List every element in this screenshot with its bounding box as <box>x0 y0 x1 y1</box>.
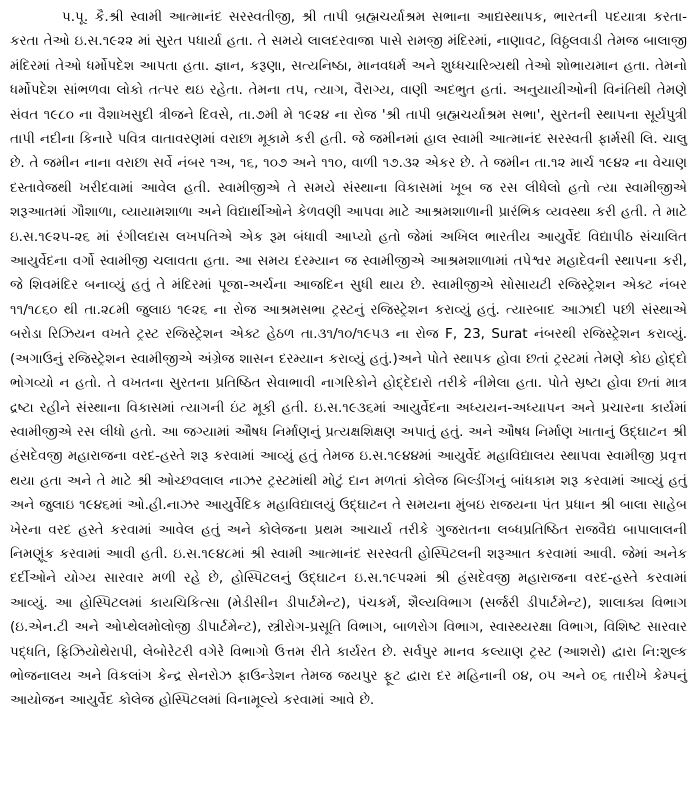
body-paragraph: પ.પૂ. કૈ.શ્રી સ્વામી આત્માનંદ સરસ્વતીજી, શ્રી તાપી બ્રહ્મચર્યાશ્રમ સભાના આદ્યસ્થાપક, ભારતની પદયાત્રા કરતા-કરતા તેઓ ઇ.સ.૧૯૨૨ માં સુરત પધાર્યા હતા. તે સમયે લાલદરવાજા પાસે રામજી મંદિરમાં, નાણાવટ, વિઠ્ઠલવાડી તેમજ બાલાજી મંદિરમાં તેઓ ધર્મોપદેશ આપતા હતા. જ્ઞાન, કરૂણા, સત્યનિષ્ઠા, માનવધર્મ અને શુધ્ધચારિત્ર્યથી તેઓ શોભાયમાન હતા. તેમનો ધર્મોપદેશ સાંભળવા લોકો તત્પર થઇ રહેતા. તેમના તપ, ત્યાગ, વૈરાગ્ય, વાણી અદભુત હતાં. અનુયાયીઓની વિનંતિથી તેમણે સંવત ૧૯૮૦ ના વૈશાખસુદી ત્રીજને દિવસે, તા.૭મી મે ૧૯૨૪ ના રોજ 'શ્રી તાપી બ્રહ્મચર્યાશ્રમ સભા', સુરતની સ્થાપના સૂર્યપુત્રી તાપી નદીના કિનારે પવિત્ર વાતાવરણમાં વરાછા મૂકામે કરી હતી. જે જમીનમાં હાલ સ્વામી આત્માનંદ સરસ્વતી ફાર્મસી લિ. ચાલુ છે. તે જમીન નાના વરાછા સર્વે નંબર ૧અ, ૧૬, ૧૦૭ અને ૧૧૦, વાળી ૧૭.૩૨ એકર છે. તે જમીન તા.૧૨ માર્ચ ૧૯૪૨ ના વેચાણ દસ્તાવેજથી ખરીદવામાં આવેલ હતી. સ્વામીજીએ તે સમયે સંસ્થાના વિકાસમાં ખૂબ જ રસ લીધેલો હતો ત્યા સ્વામીજીએ શરૂઆતમાં ગૌશાળા, વ્યાયામશાળા અને વિદ્યાર્થીઓને કેળવણી આપવા માટે આશ્રમશાળાની પ્રારંભિક વ્યવસ્થા કરી હતી. તે માટે ઇ.સ.૧૯૨૫-૨૬ માં રંગીલદાસ લખપતિએ એક રૂમ બંધાવી આપ્યો હતો જેમાં અખિલ ભારતીય આયુર્વેદ વિદ્યાપીઠ સંચાલિત આયુર્વેદના વર્ગો સ્વામીજી ચલાવતા હતા. આ સમય દરમ્યાન જ સ્વામીજીએ આશ્રમશાળામાં તપેશ્વર મહાદેવની સ્થાપના કરી, જે શિવમંદિર બનાવ્યું હતું તે મંદિરમાં પૂજા-અર્ચના આજદિન સુધી થાય છે. સ્વામીજીએ સોસાયટી રજિસ્ટ્રેશન એક્ટ નંબર ૧૧/૧૮૬૦ થી તા.૨૮મી જુલાઇ ૧૯૨૬ ના રોજ આશ્રમસભા ટ્રસ્ટનું રજિસ્ટ્રેશન કરાવ્યું હતું. ત્યારબાદ આઝાદી પછી સંસ્થાએ બરોડા રિઝિયન વખતે ટ્રસ્ટ રજિસ્ટ્રેશન એક્ટ હેઠળ તા.૩૧/૧૦/૧૯૫૩ ના રોજ F, 23, Surat નંબરથી રજિસ્ટ્રેશન કરાવ્યું. (અગાઉનું રજિસ્ટ્રેશન સ્વામીજીએ અંગ્રેજ શાસન દરમ્યાન કરાવ્યું હતું.)અને પોતે સ્થાપક હોવા છતાં ટ્રસ્ટમાં તેમણે કોઇ હોદ્દો ભોગવ્યો ન હતો. તે વખતના સુરતના પ્રતિષ્ઠિત સેવાભાવી નાગરિકોને હોદ્દેદારો તરીકે નીમેલા હતા. પોતે સ્રષ્ટા હોવા છતાં માત્ર દ્રષ્ટા રહીને સંસ્થાના વિકાસમાં ત્યાગની ઇંટ મૂકી હતી. ઇ.સ.૧૯૩૬માં આયુર્વેદના અધ્યયન-અધ્યાપન અને પ્રચારના કાર્યમાં સ્વામીજીએ રસ લીધો હતો. આ જગ્યામાં ઔષધ નિર્માણનું પ્રત્યક્ષશિક્ષણ અપાતું હતું. અને ઔષધ નિર્માણ ખાતાનું ઉદ્ઘાટન શ્રી હંસદેવજી મહારાજના વરદ-હસ્તે શરૂ કરવામાં આવ્યું હતું તેમજ ઇ.સ.૧૯૪૪માં આયુર્વેદ મહાવિદ્યાલય સ્થાપવા સ્વામીજી પ્રવૃત્ત થયા હતા અને તે માટે શ્રી ઓચ્છવલાલ નાઝર ટ્રસ્ટમાંથી મોટું દાન મળતાં કોલેજ બિલ્ડીંગનું બાંધકામ શરૂ કરવામાં આવ્યું હતું અને જુલાઇ ૧૯૪૬માં ઓ.હી.નાઝર આયુર્વેદિક મહાવિદ્યાલયું ઉદ્ઘાટન તે સમયના મુંબઇ રાજયના પંત પ્રધાન શ્રી બાલા સાહેબ ખેરના વરદ હસ્તે કરવામાં આવેલ હતું અને કોલેજના પ્રથમ આચાર્ય તરીકે ગુજરાતના લબ્ધપ્રતિષ્ઠિત રાજવૈદ્ય બાપાલાલની નિમણૂંક કરવામાં આવી હતી. ઇ.સ.૧૯૪૮માં શ્રી સ્વામી આત્માનંદ સરસ્વતી હોસ્પિટલની શરૂઆત કરવામાં આવી. જેમાં અનેક દર્દીઓને યોગ્ય સારવાર મળી રહે છે, હોસ્પિટલનું ઉદ્ઘાટન ઇ.સ.૧૯૫૨માં શ્રી હંસદેવજી મહારાજના વરદ-હસ્તે કરવામાં આવ્યું. આ હોસ્પિટલમાં કાયચિકિત્સા (મેડીસીન ડીપાર્ટમેન્ટ), પંચકર્મ, શૈલ્યવિભાગ (સર્જરી ડીપાર્ટમેન્ટ), શાલાક્ય વિભાગ (ઇ.એન.ટી અને ઓપ્થેલમોલોજી ડીપાર્ટમેન્ટ), સ્ત્રીરોગ-પ્રસૂતિ વિભાગ, બાળરોગ વિભાગ, સ્વાસ્થ્યરક્ષા વિભાગ, વિશિષ્ટ સારવાર પદ્ધતિ, ફિઝિયોથેરાપી, લેબોરેટરી વગેરે વિભાગો ઉત્તમ રીતે કાર્યરત છે. સર્વપુર માનવ કલ્યાણ ટ્રસ્ટ (આશરો) દ્વારા નિ:શુલ્ક ભોજનાલય અને વિકલાંગ કેન્દ્ર સેનરોઝ ફાઉન્ડેશન તેમજ જયપુર ફૂટ દ્વારા દર મહિનાની ૦૪, ૦૫ અને ૦૬ તારીખે કેમ્પનું આયોજન આયુર્વેદ કોલેજ હોસ્પિટલમાં વિનામૂલ્યે કરવામાં આવે છે. <box>10 9 687 709</box>
